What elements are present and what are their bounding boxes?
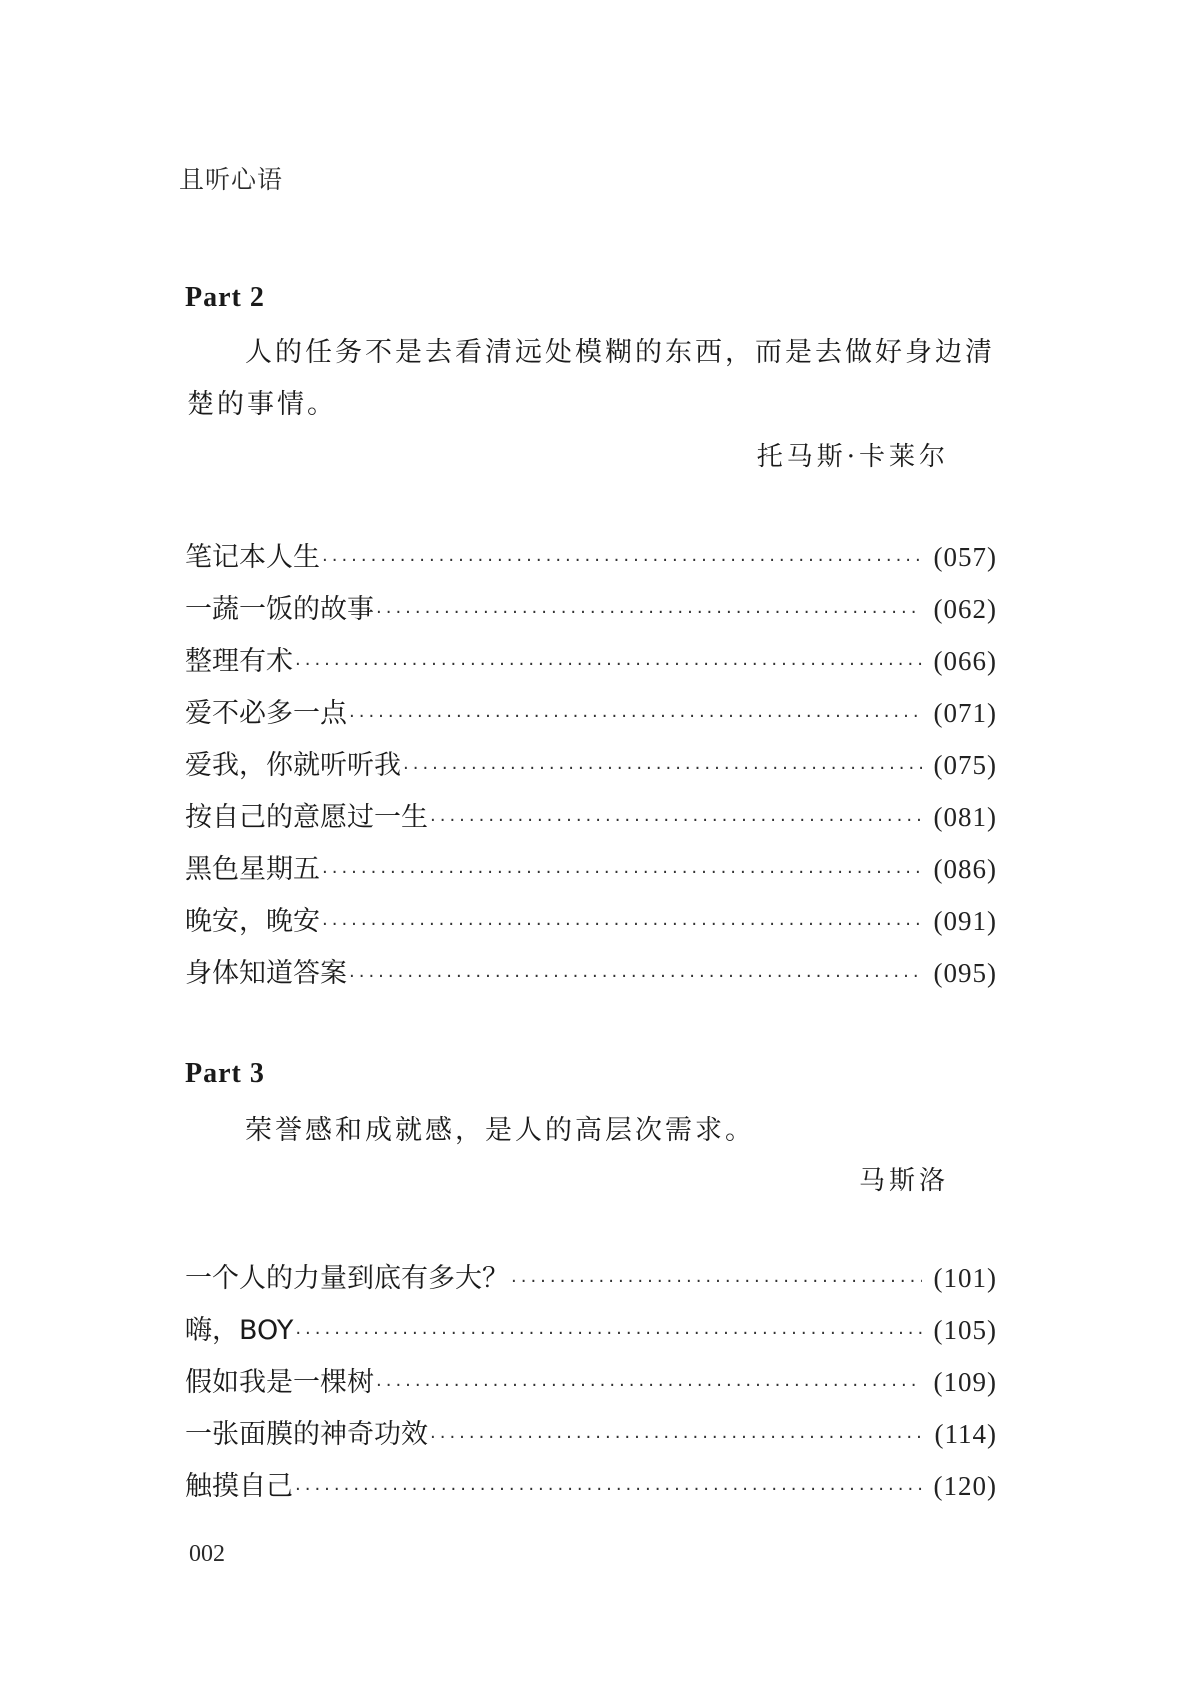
toc-leader-dots bbox=[322, 550, 922, 571]
toc-entry[interactable] bbox=[185, 899, 997, 951]
toc-entry-title: 一蔬一饭的故事 bbox=[185, 594, 374, 625]
toc-leader-dots bbox=[376, 1375, 922, 1396]
toc-entry-page: (086) bbox=[933, 854, 997, 884]
toc-entry-page: (109) bbox=[933, 1367, 997, 1397]
part-3-attribution: 马斯洛 bbox=[858, 1166, 949, 1196]
toc-entry-title: 黑色星期五 bbox=[185, 854, 320, 885]
part-3-toc bbox=[185, 1256, 997, 1516]
toc-leader-dots bbox=[322, 914, 922, 935]
toc-entry-title: 身体知道答案 bbox=[185, 958, 347, 989]
part-2-epigraph: 人的任务不是去看清远处模糊的东西，而是去做好身边清楚的事情。 bbox=[187, 337, 995, 420]
toc-entry-title: 按自己的意愿过一生 bbox=[185, 802, 428, 833]
toc-entry-title: 触摸自己 bbox=[185, 1471, 293, 1502]
toc-entry-title: 假如我是一棵树 bbox=[185, 1367, 374, 1398]
toc-entry[interactable] bbox=[185, 1256, 997, 1308]
part-2-toc bbox=[185, 535, 997, 1003]
toc-entry-title: 一个人的力量到底有多大？ bbox=[185, 1263, 509, 1294]
running-head: 且听心语 bbox=[179, 165, 284, 194]
toc-leader-dots bbox=[295, 1323, 921, 1344]
toc-leader-dots bbox=[349, 966, 922, 987]
toc-entry-page: (066) bbox=[933, 646, 997, 676]
toc-entry-page: (057) bbox=[933, 542, 997, 572]
toc-leader-dots bbox=[295, 1479, 922, 1500]
toc-entry[interactable] bbox=[185, 795, 997, 847]
part-3-epigraph: 荣誉感和成就感，是人的高层次需求。 bbox=[245, 1115, 755, 1146]
toc-leader-dots bbox=[322, 862, 922, 883]
toc-entry[interactable] bbox=[185, 1464, 997, 1516]
page-number: 002 bbox=[189, 1541, 225, 1567]
toc-entry[interactable] bbox=[185, 743, 997, 795]
toc-entry-page: (120) bbox=[933, 1471, 997, 1501]
toc-leader-dots bbox=[430, 810, 922, 831]
toc-entry-title: 嗨，BOY bbox=[185, 1315, 294, 1346]
toc-entry[interactable] bbox=[185, 691, 997, 743]
toc-entry[interactable] bbox=[185, 951, 997, 1003]
toc-entry[interactable] bbox=[185, 847, 997, 899]
toc-entry-page: (062) bbox=[933, 594, 997, 624]
toc-entry-title: 笔记本人生 bbox=[185, 542, 320, 573]
toc-entry-title: 晚安，晚安 bbox=[185, 906, 320, 937]
toc-entry[interactable] bbox=[185, 639, 997, 691]
toc-entry-title: 一张面膜的神奇功效 bbox=[185, 1419, 428, 1450]
toc-entry-page: (105) bbox=[933, 1315, 997, 1345]
toc-entry-page: (114) bbox=[934, 1419, 997, 1449]
toc-entry-title: 整理有术 bbox=[185, 646, 293, 677]
toc-entry-title: 爱不必多一点 bbox=[185, 698, 347, 729]
toc-leader-dots bbox=[511, 1271, 922, 1292]
toc-leader-dots bbox=[403, 758, 922, 779]
toc-entry-page: (091) bbox=[933, 906, 997, 936]
toc-entry-page: (081) bbox=[933, 802, 997, 832]
part-2-attribution: 托马斯·卡莱尔 bbox=[756, 442, 949, 472]
toc-entry-page: (095) bbox=[933, 958, 997, 988]
toc-leader-dots bbox=[430, 1427, 923, 1448]
toc-entry-page: (101) bbox=[933, 1263, 997, 1293]
toc-entry[interactable] bbox=[185, 587, 997, 639]
toc-entry-title: 爱我，你就听听我 bbox=[185, 750, 401, 781]
toc-entry[interactable] bbox=[185, 535, 997, 587]
toc-entry-page: (071) bbox=[933, 698, 997, 728]
part-2-title: Part 2 bbox=[185, 282, 265, 313]
part-3-title: Part 3 bbox=[185, 1058, 265, 1089]
toc-leader-dots bbox=[349, 706, 922, 727]
toc-entry[interactable] bbox=[185, 1360, 997, 1412]
toc-leader-dots bbox=[295, 654, 922, 675]
toc-entry[interactable] bbox=[185, 1412, 997, 1464]
toc-leader-dots bbox=[376, 602, 922, 623]
toc-entry[interactable] bbox=[185, 1308, 997, 1360]
toc-entry-page: (075) bbox=[933, 750, 997, 780]
